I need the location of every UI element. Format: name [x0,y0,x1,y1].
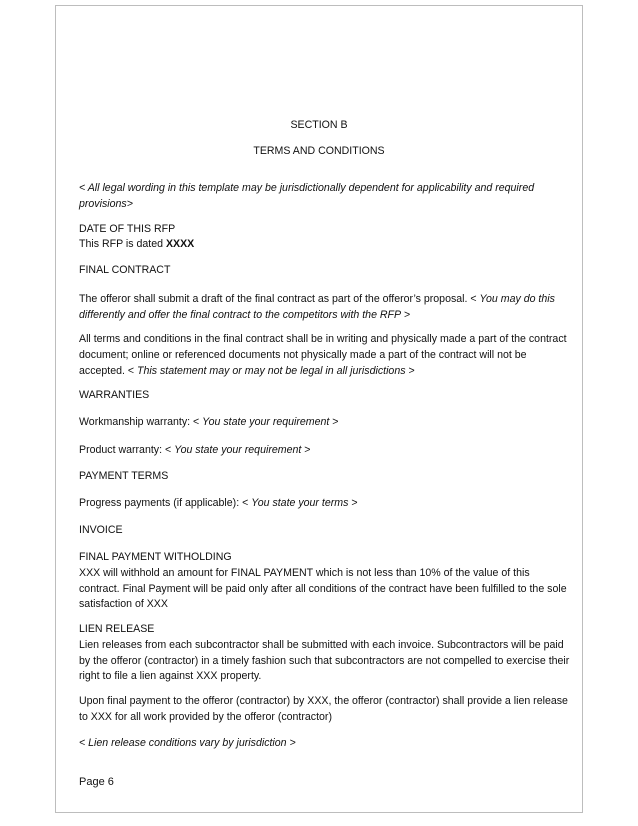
final-contract-p1-line2-italic: differently and offer the final contract to the competitors with the RFP [79,309,402,321]
progress-payments-terms: You state your terms [251,497,349,509]
final-contract-p2-line3 [79,363,415,380]
workmanship-requirement: You state your requirement [202,416,330,428]
progress-payments [79,495,358,512]
progress-payments-end: > [348,497,358,509]
workmanship-warranty [79,414,339,431]
final-contract-p1-italic: You may do this [479,293,555,305]
lien-release-p1-line2: by the offeror (contractor) in a timely fashion such that subcontractors are not compelled to exercise their [79,655,570,667]
product-label: Product warranty: < [79,444,175,456]
final-payment-line1: XXX will withhold an amount for FINAL PAYMENT which is not less than 10% of the value of this [79,567,530,579]
product-end: > [301,444,311,456]
final-payment-line3: satisfaction of XXX [79,598,168,610]
final-contract-p1-line1 [79,291,555,308]
intro-note-line1: < All legal wording in this template may be jurisdictionally dependent for applicability and required [79,182,535,194]
final-contract-p2-line2: document; online or referenced documents not physically made a part of the contract will not be [79,349,527,361]
lien-release-note: < Lien release conditions vary by jurisdiction > [79,737,296,749]
warranties-heading: WARRANTIES [79,389,150,401]
invoice-heading: INVOICE [79,524,123,536]
lien-release-p1-line3: right to file a lien against XXX property. [79,670,262,682]
workmanship-label: Workmanship warranty: < [79,416,203,428]
section-label: SECTION B [290,119,348,131]
final-contract-p1-plain: The offeror shall submit a draft of the final contract as part of the offeror’s proposal. < [79,293,480,305]
lien-release-p2-line2: to XXX for all work provided by the offeror (contractor) [79,711,332,723]
product-warranty [79,442,310,459]
final-contract-p1-line2 [79,307,410,324]
final-contract-heading: FINAL CONTRACT [79,264,171,276]
page-number: Page 6 [79,776,114,788]
lien-release-heading: LIEN RELEASE [79,623,155,635]
final-payment-heading: FINAL PAYMENT WITHOLDING [79,551,232,563]
final-contract-p2-line3-italic: This statement may or may not be legal in all jurisdictions [137,365,406,377]
workmanship-end: > [329,416,339,428]
date-rfp-text [79,236,194,253]
lien-release-p1-line1: Lien releases from each subcontractor shall be submitted with each invoice. Subcontractors will be paid [79,639,564,651]
payment-terms-heading: PAYMENT TERMS [79,470,169,482]
date-rfp-heading: DATE OF THIS RFP [79,223,176,235]
final-contract-p2-line3-end: > [405,365,415,377]
intro-note-line2: provisions> [79,198,133,210]
progress-payments-label: Progress payments (if applicable): < [79,497,252,509]
date-rfp-prefix: This RFP is dated [79,238,166,250]
section-title: TERMS AND CONDITIONS [253,145,385,157]
final-contract-p2-line1: All terms and conditions in the final contract shall be in writing and physically made a part of the contract [79,333,567,345]
product-requirement: You state your requirement [174,444,302,456]
final-contract-p2-line3-plain: accepted. < [79,365,138,377]
final-contract-p1-line2-end: > [401,309,411,321]
final-payment-line2: contract. Final Payment will be paid only after all conditions of the contract have been fulfilled to the sole [79,583,567,595]
date-rfp-value: XXXX [165,238,195,250]
lien-release-p2-line1: Upon final payment to the offeror (contractor) by XXX, the offeror (contractor) shall provide a lien release [79,695,568,707]
